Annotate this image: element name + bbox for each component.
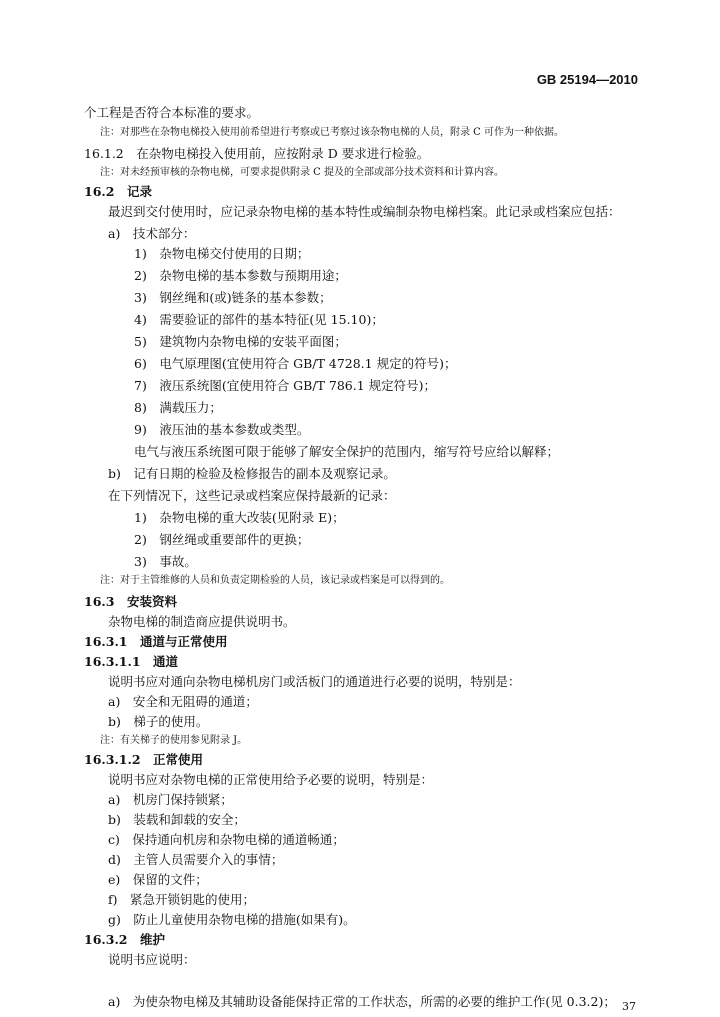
sub-list-item: 7) 液压系统图(宜使用符合 GB/T 786.1 规定符号)； [134, 378, 437, 393]
body-text-line: 说明书应对通向杂物电梯机房门或活板门的通道进行必要的说明，特别是： [108, 674, 521, 689]
section-heading-16-3: 16.3 安装资料 [84, 594, 177, 609]
sub-list-item: 8) 满载压力； [134, 400, 222, 415]
section-heading-16-3-2: 16.3.2 维护 [84, 932, 165, 947]
list-item-b: b) 记有日期的检验及检修报告的副本及观察记录。 [108, 466, 396, 481]
sub-list-item: 4) 需要验证的部件的基本特征(见 15.10)； [134, 312, 384, 327]
body-text-line: 说明书应对杂物电梯的正常使用给予必要的说明，特别是： [108, 772, 434, 787]
clause-16-1-2: 16.1.2 在杂物电梯投入使用前，应按附录 D 要求进行检验。 [84, 146, 430, 161]
body-text-line: 在下列情况下，这些记录或档案应保持最新的记录： [108, 488, 396, 503]
list-item-b: b) 装载和卸载的安全； [108, 812, 246, 827]
sub-list-item: 5) 建筑物内杂物电梯的安装平面图； [134, 334, 347, 349]
note-line: 注：对未经预审核的杂物电梯，可要求提供附录 C 提及的全部或部分技术资料和计算内容。 [100, 167, 505, 178]
body-text-line: 杂物电梯的制造商应提供说明书。 [108, 614, 296, 629]
body-text-line: 最迟到交付使用时，应记录杂物电梯的基本特性或编制杂物电梯档案。此记录或档案应包括： [108, 204, 621, 219]
list-item-c: c) 保持通向机房和杂物电梯的通道畅通； [108, 832, 345, 847]
sub-list-item: 1) 杂物电梯交付使用的日期； [134, 246, 310, 261]
list-item-a: a) 安全和无阻碍的通道； [108, 694, 258, 709]
note-line: 注：对于主管维修的人员和负责定期检验的人员，该记录或档案是可以得到的。 [100, 575, 450, 586]
list-item-f: f) 紧急开锁钥匙的使用； [108, 892, 256, 907]
page-number: 37 [622, 1000, 636, 1013]
sub-list-item: 3) 钢丝绳和(或)链条的基本参数； [134, 290, 332, 305]
body-text-line: 电气与液压系统图可限于能够了解安全保护的范围内，缩写符号应给以解释； [134, 444, 560, 459]
list-item-e: e) 保留的文件； [108, 872, 208, 887]
section-heading-16-3-1-1: 16.3.1.1 通道 [84, 654, 179, 669]
list-item-a: a) 为使杂物电梯及其辅助设备能保持正常的工作状态，所需的必要的维护工作(见 0.3.2)； [108, 994, 616, 1009]
note-line: 注：对那些在杂物电梯投入使用前希望进行考察或已考察过该杂物电梯的人员，附录 C 可作为一种依据。 [100, 127, 565, 138]
sub-list-item: 2) 杂物电梯的基本参数与预期用途； [134, 268, 347, 283]
standard-code-header: GB 25194—2010 [536, 72, 638, 87]
list-item-g: g) 防止儿童使用杂物电梯的措施(如果有)。 [108, 912, 356, 927]
sub-list-item: 2) 钢丝绳或重要部件的更换； [134, 532, 310, 547]
section-heading-16-3-1-2: 16.3.1.2 正常使用 [84, 752, 204, 767]
list-item-a: a) 机房门保持锁紧； [108, 792, 233, 807]
sub-list-item: 9) 液压油的基本参数或类型。 [134, 422, 310, 437]
section-heading-16-2: 16.2 记录 [84, 184, 152, 199]
body-text-line: 说明书应说明： [108, 952, 196, 967]
list-item-b: b) 梯子的使用。 [108, 714, 209, 729]
body-text-line: 个工程是否符合本标准的要求。 [84, 105, 260, 120]
section-heading-16-3-1: 16.3.1 通道与正常使用 [84, 634, 228, 649]
list-item-d: d) 主管人员需要介入的事情； [108, 852, 284, 867]
sub-list-item: 3) 事故。 [134, 554, 197, 569]
sub-list-item: 6) 电气原理图(宜使用符合 GB/T 4728.1 规定的符号)； [134, 356, 457, 371]
sub-list-item: 1) 杂物电梯的重大改装(见附录 E)； [134, 510, 345, 525]
note-line: 注：有关梯子的使用参见附录 J。 [100, 735, 248, 746]
list-item-a: a) 技术部分： [108, 226, 196, 241]
